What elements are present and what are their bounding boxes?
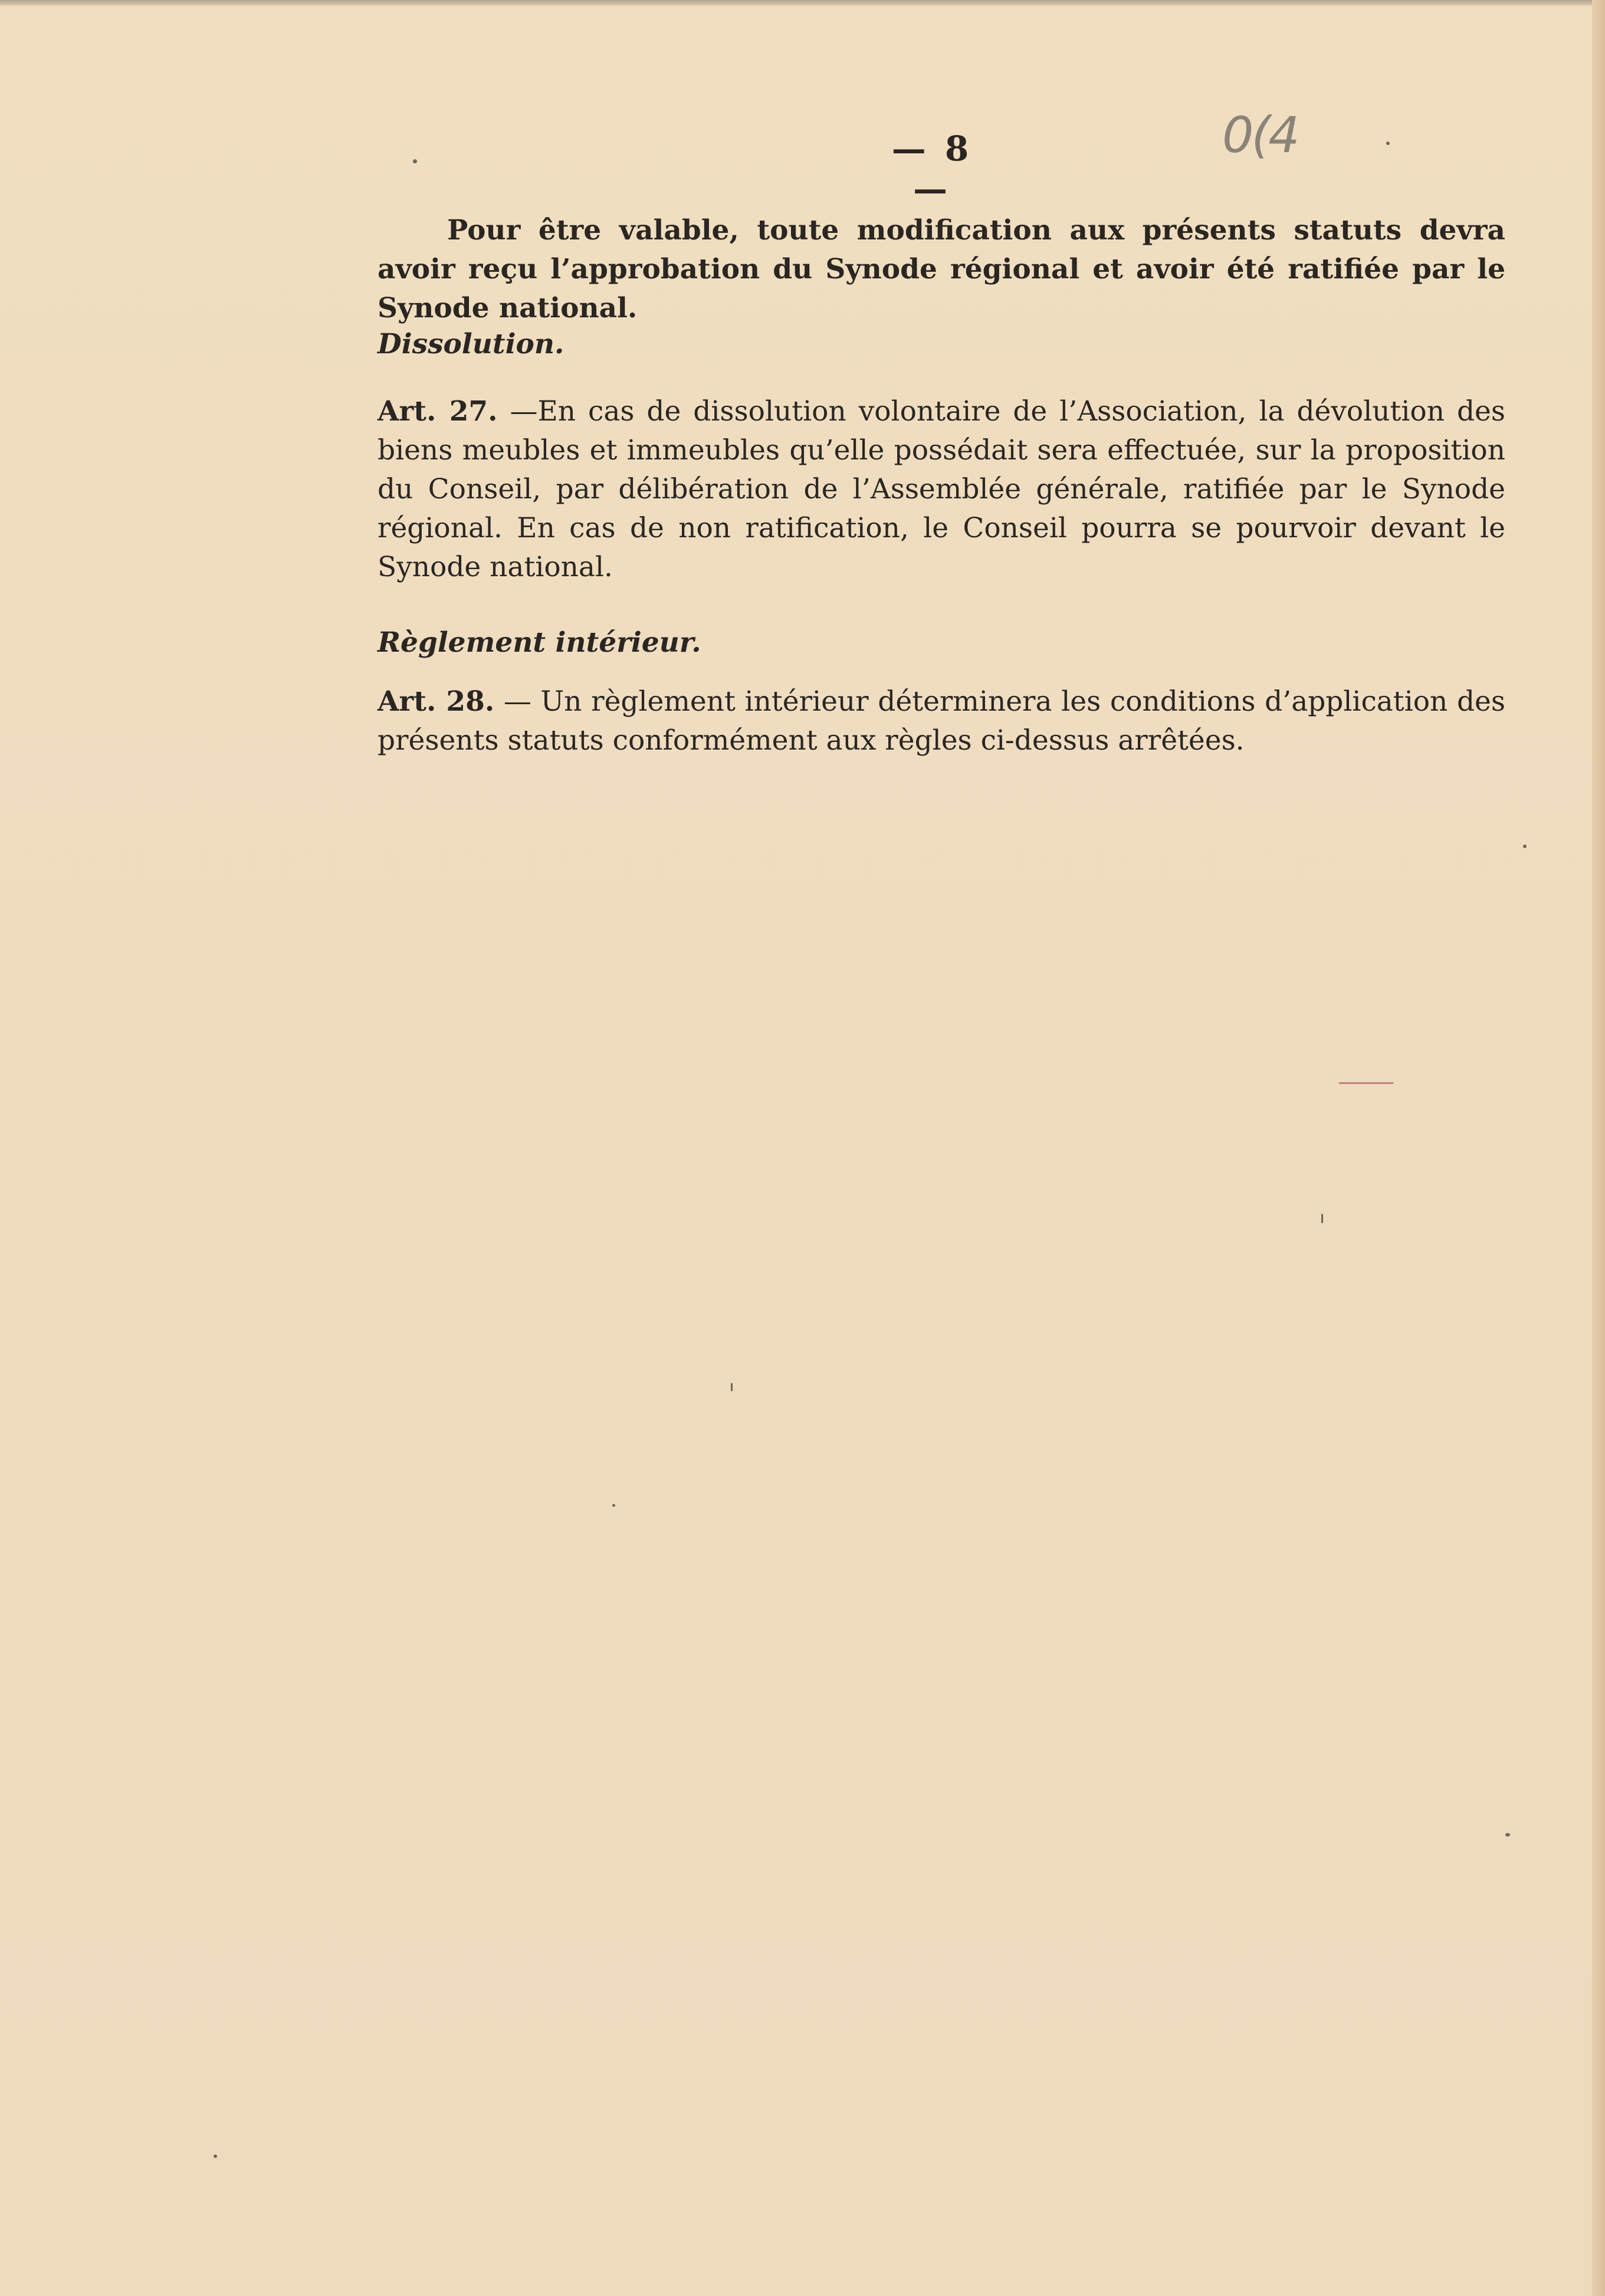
paper-speck: [612, 1504, 615, 1507]
paper-speck: [413, 159, 417, 163]
heading-dissolution: Dissolution.: [378, 328, 564, 360]
article-28-label: Art. 28.: [378, 685, 495, 718]
page-top-edge: [0, 0, 1605, 6]
red-pencil-mark: [1339, 1082, 1393, 1084]
heading-reglement-interieur: Règlement intérieur.: [378, 626, 701, 659]
paper-speck: [1321, 1214, 1323, 1223]
paper-speck: [1386, 142, 1390, 145]
article-28: [378, 682, 1505, 760]
article-27-text: —En cas de dissolution volontaire de l’Association, la dévolution des biens meubles et immeubles qu’elle possédait sera effectuée, sur la proposition du Conseil, par délibération de l’Assemblée générale, ratifiée par le Synode régional. En cas de non ratification, le Conseil pourra se pourvoir devant le Synode national.: [378, 395, 1505, 583]
page-right-edge: [1592, 0, 1605, 2296]
article-28-text: — Un règlement intérieur déterminera les conditions d’application des présents statuts conformément aux règles ci-dessus arrêtées.: [378, 685, 1505, 757]
handwritten-annotation: 0(4: [1222, 106, 1298, 164]
paper-speck: [731, 1383, 733, 1391]
paper-speck: [1523, 845, 1527, 848]
article-27: [378, 392, 1505, 587]
paragraph-approval: Pour être valable, toute modification aux présents statuts devra avoir reçu l’approbation du Synode régional et avoir été ratifiée par le Synode national.: [378, 214, 1505, 324]
paper-speck: [214, 2154, 217, 2158]
paper-speck: [1505, 1833, 1510, 1837]
article-27-label: Art. 27.: [378, 395, 498, 428]
page-number: — 8 —: [891, 129, 973, 209]
